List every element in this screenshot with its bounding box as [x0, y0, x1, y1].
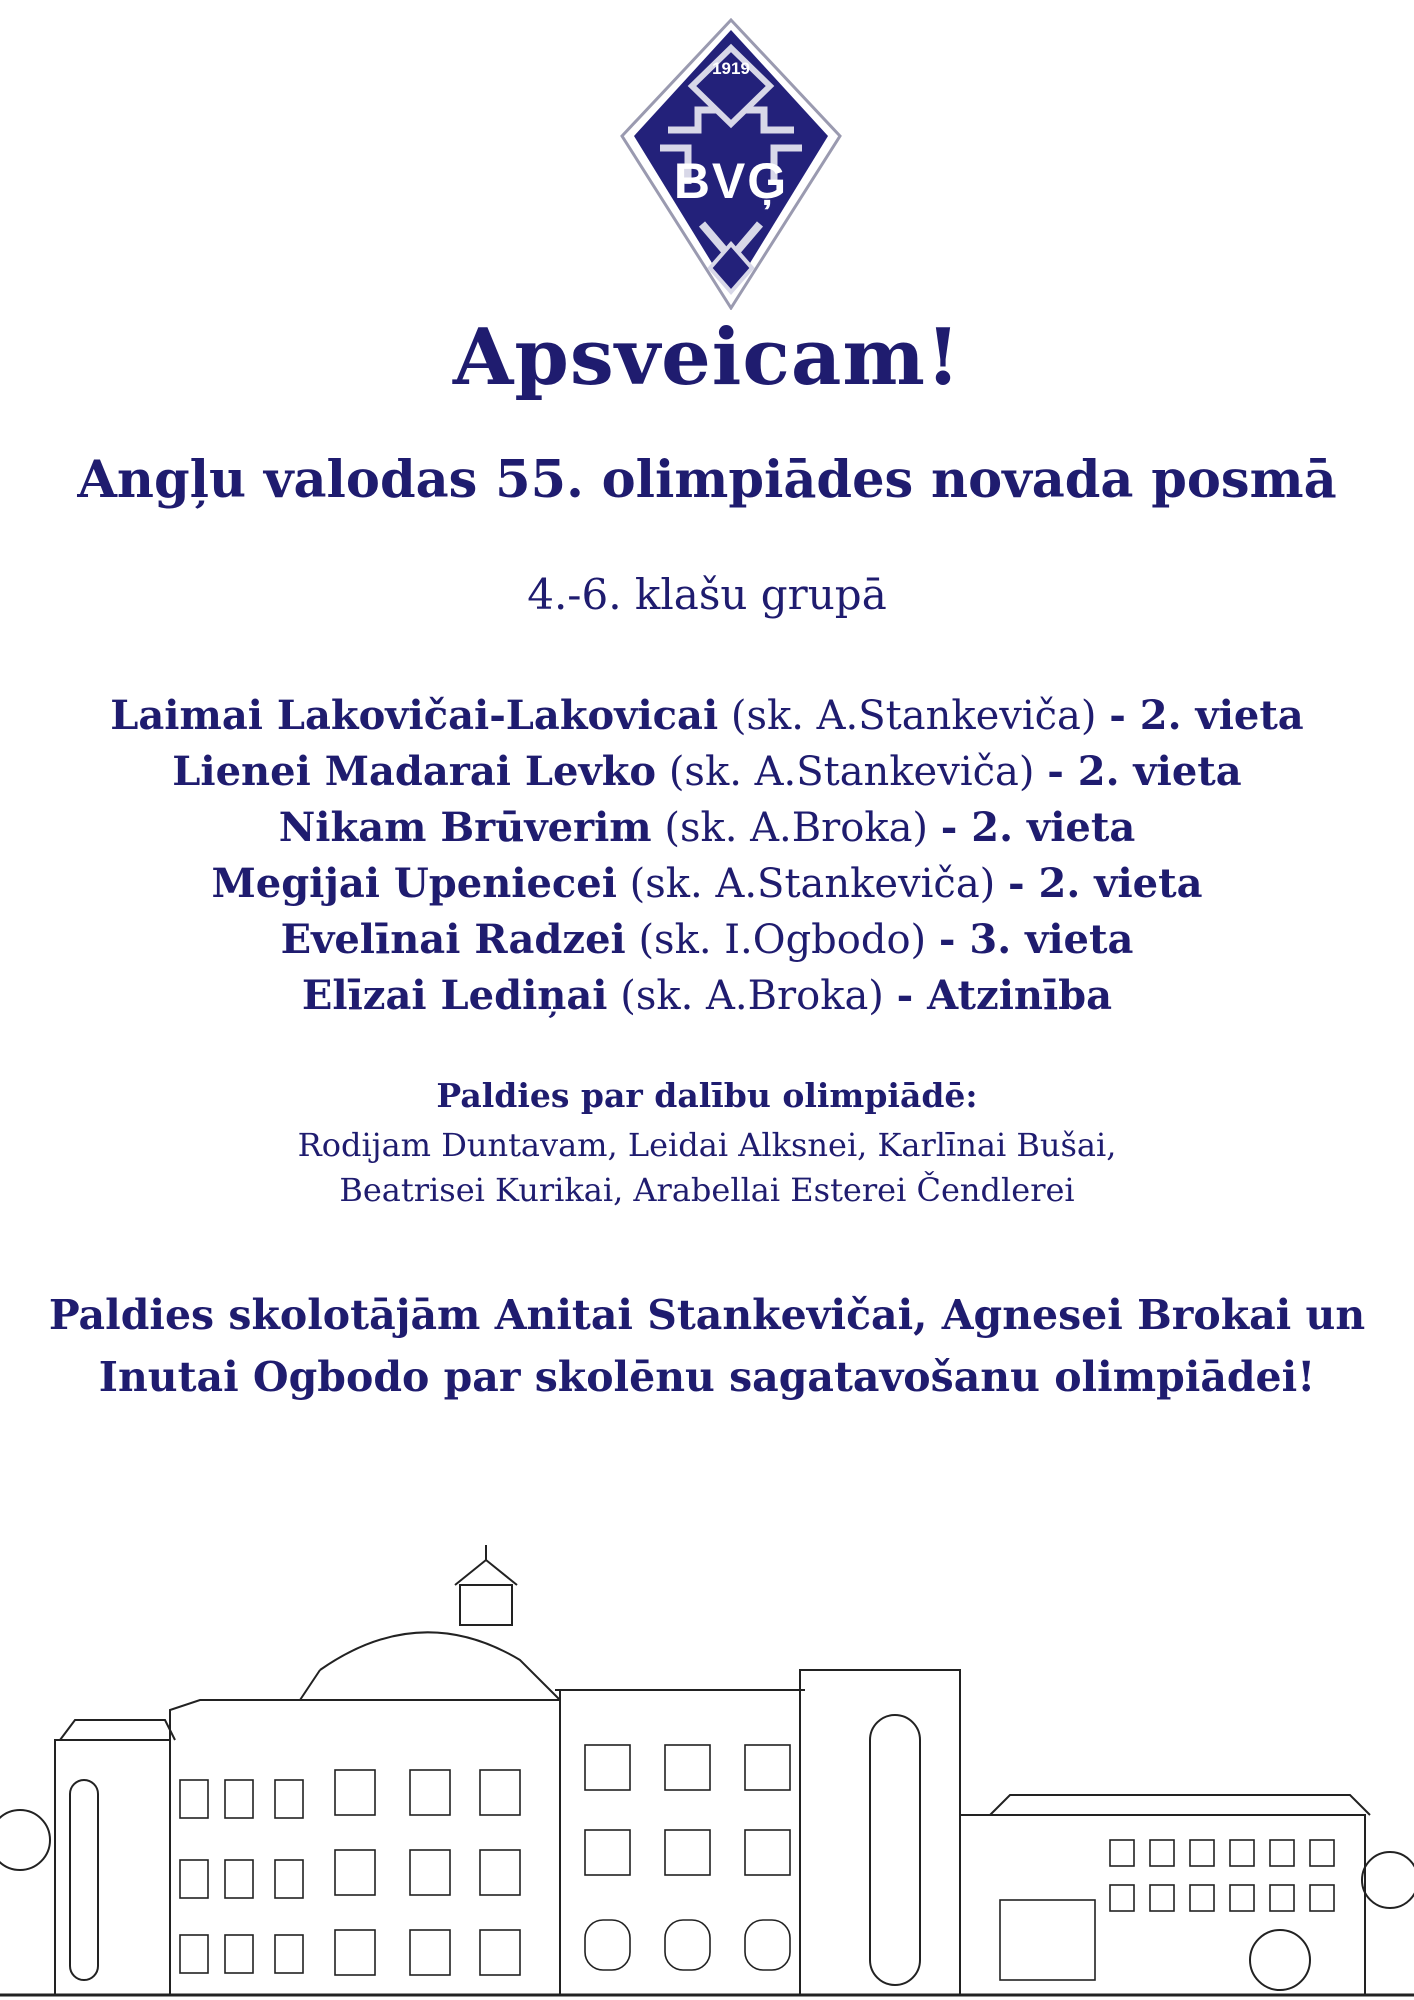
participation-line: Rodijam Duntavam, Leidai Alksnei, Karlīnai Bušai, [297, 1126, 1117, 1164]
logo-letters: BVĢ [673, 153, 789, 209]
page-title: Apsveicam! [452, 312, 962, 403]
winner-row [0, 856, 1414, 912]
grade-group: 4.-6. klašu grupā [527, 570, 887, 619]
winner-name: Laimai Lakovičai-Lakovicai [110, 692, 719, 739]
winner-place: - 2. vieta [1109, 692, 1304, 739]
winner-place: - Atzinība [896, 972, 1113, 1019]
teachers-thanks [0, 1284, 1414, 1408]
participation-line: Beatrisei Kurikai, Arabellai Esterei Čendlerei [339, 1171, 1075, 1209]
participation-heading: Paldies par dalību olimpiādē: [436, 1076, 978, 1115]
winner-teacher: (sk. A.Stankeviča) [629, 861, 996, 907]
school-building-illustration [0, 1540, 1414, 2000]
winner-place: - 2. vieta [940, 804, 1136, 851]
logo-year: 1919 [712, 59, 750, 78]
winner-place: - 2. vieta [1008, 860, 1203, 907]
winner-name: Nikam Brūverim [278, 804, 652, 851]
winner-name: Evelīnai Radzei [280, 916, 626, 963]
winner-name: Elīzai Lediņai [301, 972, 608, 1019]
winner-row [0, 912, 1414, 968]
winner-teacher: (sk. I.Ogbodo) [638, 917, 927, 963]
winner-place: - 3. vieta [938, 916, 1134, 963]
participation-names [0, 1123, 1414, 1213]
winner-place: - 2. vieta [1047, 748, 1242, 795]
winner-teacher: (sk. A.Broka) [620, 973, 884, 1019]
olympiad-subtitle: Angļu valodas 55. olimpiādes novada posmā [77, 450, 1337, 510]
winner-teacher: (sk. A.Stankeviča) [730, 693, 1097, 739]
winner-name: Lienei Madarai Levko [172, 748, 657, 795]
winner-row [0, 800, 1414, 856]
teachers-line: Inutai Ogbodo par skolēnu sagatavošanu olimpiādei! [98, 1353, 1316, 1401]
winner-name: Megijai Upeniecei [211, 860, 617, 907]
teachers-line: Paldies skolotājām Anitai Stankevičai, Agnesei Brokai un [48, 1291, 1366, 1339]
school-logo [620, 18, 842, 310]
winner-row [0, 968, 1414, 1024]
winner-row [0, 688, 1414, 744]
winners-list [0, 688, 1414, 1024]
winner-teacher: (sk. A.Broka) [664, 805, 929, 851]
winner-row [0, 744, 1414, 800]
winner-teacher: (sk. A.Stankeviča) [668, 749, 1035, 795]
